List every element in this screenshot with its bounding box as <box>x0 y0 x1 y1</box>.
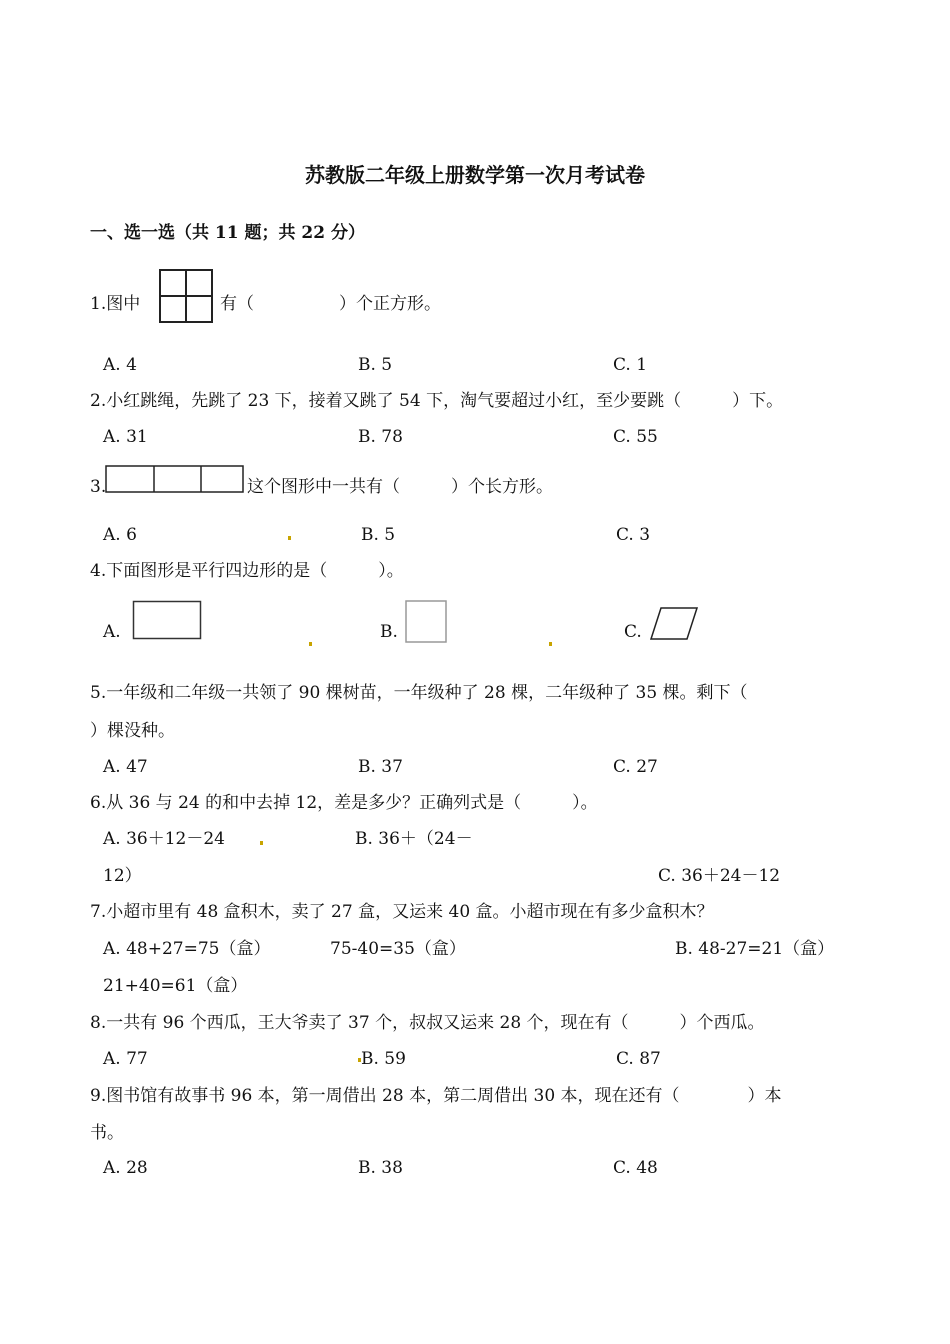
q3-prefix: 3. <box>90 477 107 497</box>
stray-mark <box>260 841 263 845</box>
q4-text: 4.下面图形是平行四边形的是（ ）。 <box>90 561 404 581</box>
q5-option-c[interactable]: C. 27 <box>613 757 658 777</box>
q3-suffix: 这个图形中一共有（ ）个长方形。 <box>247 477 553 497</box>
section-heading: 一、选一选（共 11 题；共 22 分） <box>90 223 365 243</box>
q6-text: 6.从 36 与 24 的和中去掉 12，差是多少？正确列式是（ ）。 <box>90 793 598 813</box>
q3-option-a[interactable]: A. 6 <box>103 525 137 545</box>
q6-option-a[interactable]: A. 36＋12－24 <box>103 829 225 849</box>
q2-option-c[interactable]: C. 55 <box>613 427 658 447</box>
rectangle-option-figure <box>132 600 203 641</box>
q5-option-b[interactable]: B. 37 <box>358 757 403 777</box>
q5-option-a[interactable]: A. 47 <box>103 757 148 777</box>
q8-option-c[interactable]: C. 87 <box>616 1049 661 1069</box>
q1-option-c[interactable]: C. 1 <box>613 355 648 375</box>
q1-option-a[interactable]: A. 4 <box>103 355 137 375</box>
q8-option-b[interactable]: B. 59 <box>361 1049 406 1069</box>
q2-option-a[interactable]: A. 31 <box>103 427 148 447</box>
q6-option-b[interactable]: B. 36＋（24－ <box>355 829 473 849</box>
q7-option-a[interactable]: A. 48+27=75（盒） <box>103 939 271 959</box>
page-title: 苏教版二年级上册数学第一次月考试卷 <box>305 163 645 187</box>
stray-mark <box>309 642 312 646</box>
q8-text: 8.一共有 96 个西瓜，王大爷卖了 37 个，叔叔又运来 28 个，现在有（ ）个西瓜。 <box>90 1013 765 1033</box>
q4-option-c[interactable]: C. <box>624 622 642 642</box>
parallelogram-option-figure <box>649 606 699 642</box>
q4-option-b[interactable]: B. <box>380 622 398 642</box>
stray-mark <box>549 642 552 646</box>
q9-option-a[interactable]: A. 28 <box>103 1158 148 1178</box>
three-rectangles-figure <box>105 465 245 494</box>
q2-text: 2.小红跳绳，先跳了 23 下，接着又跳了 54 下，淘气要超过小红，至少要跳（ ）下。 <box>90 391 784 411</box>
q1-option-b[interactable]: B. 5 <box>358 355 393 375</box>
q5-text-line1: 5.一年级和二年级一共领了 90 棵树苗，一年级种了 28 棵，二年级种了 35 棵。剩下（ <box>90 683 748 703</box>
q8-option-a[interactable]: A. 77 <box>103 1049 148 1069</box>
q3-option-c[interactable]: C. 3 <box>616 525 651 545</box>
q2-option-b[interactable]: B. 78 <box>358 427 403 447</box>
q9-text-line2: 书。 <box>90 1123 124 1143</box>
q6-option-c[interactable]: C. 36＋24－12 <box>658 866 781 886</box>
square-option-figure <box>405 600 448 644</box>
stray-mark <box>288 536 291 540</box>
q9-option-c[interactable]: C. 48 <box>613 1158 658 1178</box>
four-square-grid-figure <box>158 268 214 324</box>
q1-suffix: 有（ ）个正方形。 <box>220 294 441 314</box>
q3-option-b[interactable]: B. 5 <box>361 525 396 545</box>
q9-text-line1: 9.图书馆有故事书 96 本，第一周借出 28 本，第二周借出 30 本，现在还有（ ）本 <box>90 1086 782 1106</box>
q9-option-b[interactable]: B. 38 <box>358 1158 403 1178</box>
q7-text: 7.小超市里有 48 盒积木，卖了 27 盒，又运来 40 盒。小超市现在有多少盒积木？ <box>90 902 714 922</box>
q7-option-b-step2: 21+40=61（盒） <box>103 976 248 996</box>
q4-option-a[interactable]: A. <box>103 622 121 642</box>
q5-text-line2: ）棵没种。 <box>90 721 175 741</box>
q7-option-a-step2: 75-40=35（盒） <box>330 939 466 959</box>
q7-option-b[interactable]: B. 48-27=21（盒） <box>675 939 835 959</box>
q6-option-b-continued: 12） <box>103 866 142 886</box>
q1-prefix: 1.图中 <box>90 294 141 314</box>
